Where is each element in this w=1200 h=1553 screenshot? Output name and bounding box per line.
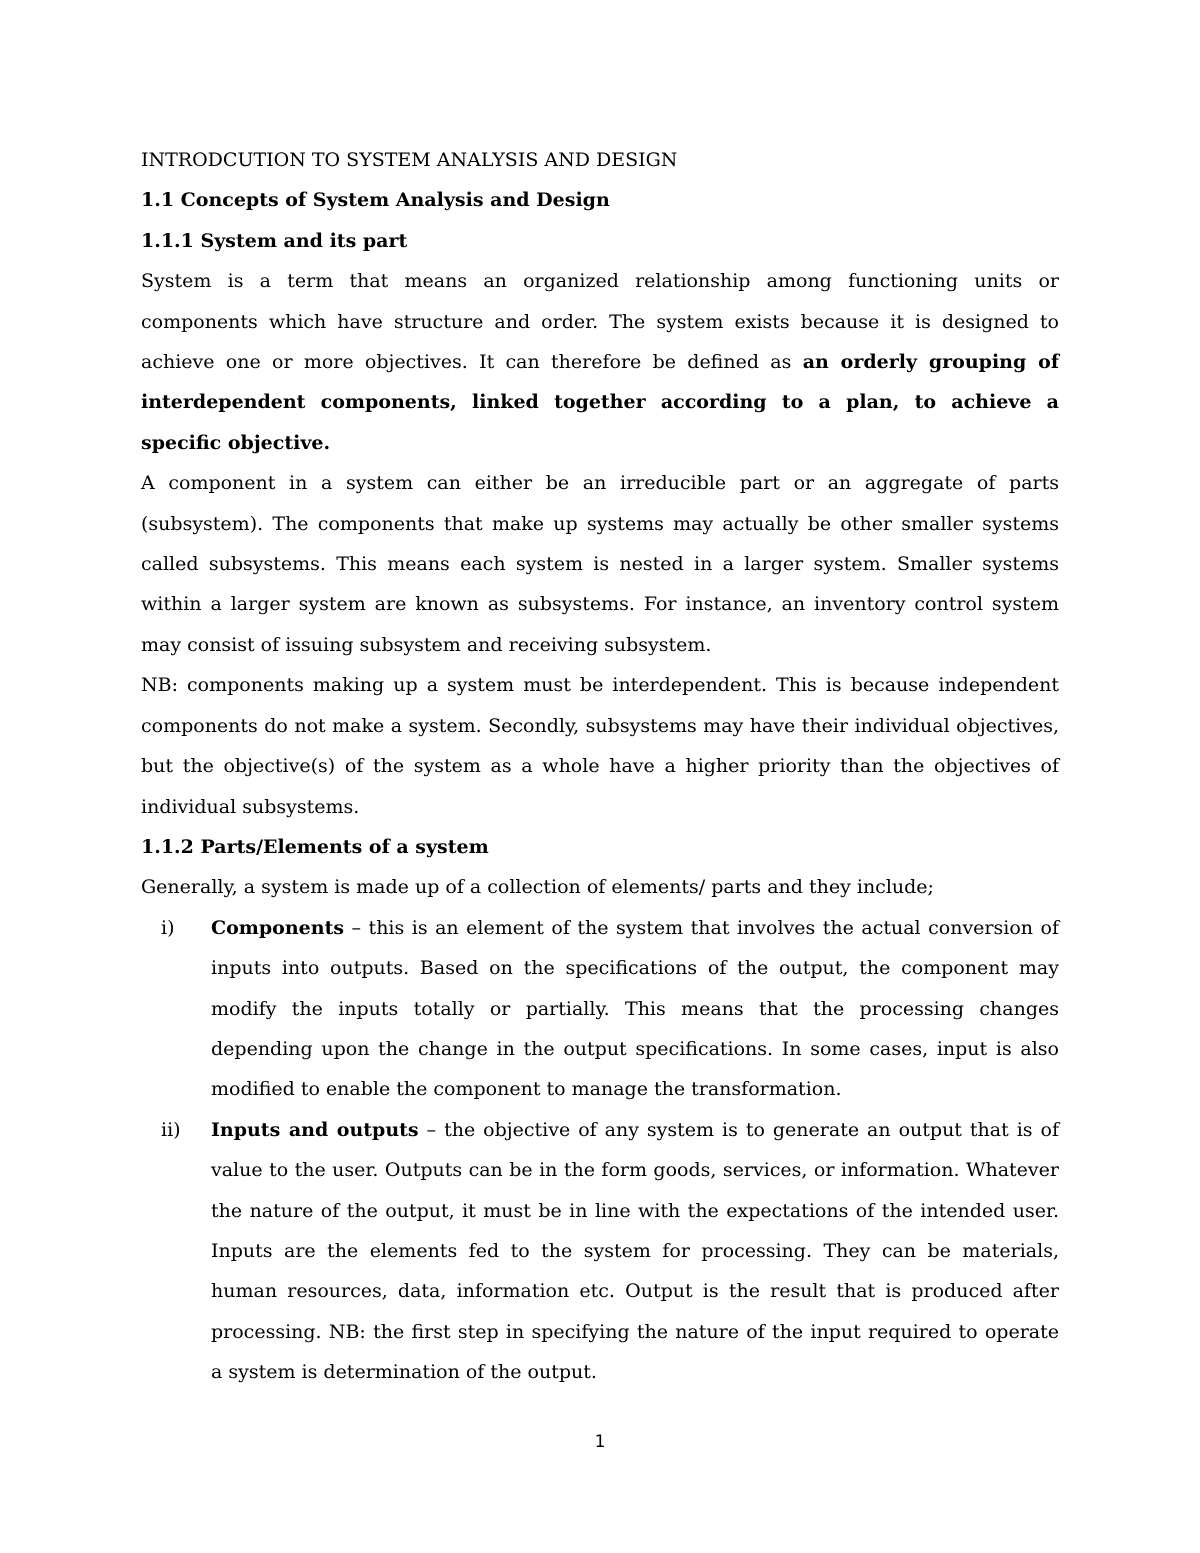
paragraph-components: A component in a system can either be an irreducible part or an aggregate of parts (subsystem). The components that make up systems may actually be other smaller systems called subsystems. This means each system is nested in a larger system. Smaller systems within a larger system are known as subsystems. For instance, an inventory control system may consist of issuing subsystem and receiving subsystem. (141, 472, 1059, 656)
list-item-inputs-outputs (141, 1110, 1059, 1393)
paragraph-nb-interdependent: NB: components making up a system must be interdependent. This is because independent components do not make a system. Secondly, subsystems may have their individual objectives, but the objective(s) of the system as a whole have a higher priority than the objectives of individual subsystems. (141, 674, 1059, 818)
elements-list (141, 908, 1059, 1393)
list-item-components (141, 908, 1059, 1110)
list-item-number: ii) (161, 1118, 181, 1141)
list-item-term: Components (211, 916, 345, 939)
section-heading-1-1-2: 1.1.2 Parts/Elements of a system (141, 835, 489, 858)
list-item-text: – the objective of any system is to generate an output that is of value to the user. Outputs can be in the form goods, services, or information. Whatever the nature of the output, it must be in line with the expectations of the intended user. Inputs are the elements fed to the system for processing. They can be materials, human resources, data, information etc. Output is the result that is produced after processing. NB: the first step in specifying the nature of the input required to operate a system is determination of the output. (211, 1118, 1059, 1384)
list-item-term: Inputs and outputs (211, 1118, 419, 1141)
paragraph-text: System is a term that means an organized relationship among functioning units or components which have structure and order. The system exists because it is designed to achieve one or more objectives. It can therefore be defined as (141, 270, 1059, 374)
paragraph-system-definition (141, 261, 1059, 463)
page-number: 1 (594, 1432, 606, 1452)
document-title: INTRODCUTION TO SYSTEM ANALYSIS AND DESIGN (141, 149, 678, 171)
list-item-number: i) (161, 916, 175, 939)
section-heading-1-1-1: 1.1.1 System and its part (141, 229, 408, 252)
list-item-text: – this is an element of the system that involves the actual conversion of inputs into outputs. Based on the specifications of the output, the component may modify the inputs totally or partially. This means that the processing changes depending upon the change in the output specifications. In some cases, input is also modified to enable the component to manage the transformation. (211, 916, 1059, 1101)
page-content (141, 140, 1059, 1393)
paragraph-elements-intro: Generally, a system is made up of a collection of elements/ parts and they include; (141, 876, 934, 899)
section-heading-1-1: 1.1 Concepts of System Analysis and Design (141, 189, 610, 212)
definition-bold-text: an orderly grouping of interdependent components, linked together according to a plan, to achieve a specific objective. (141, 351, 1059, 454)
